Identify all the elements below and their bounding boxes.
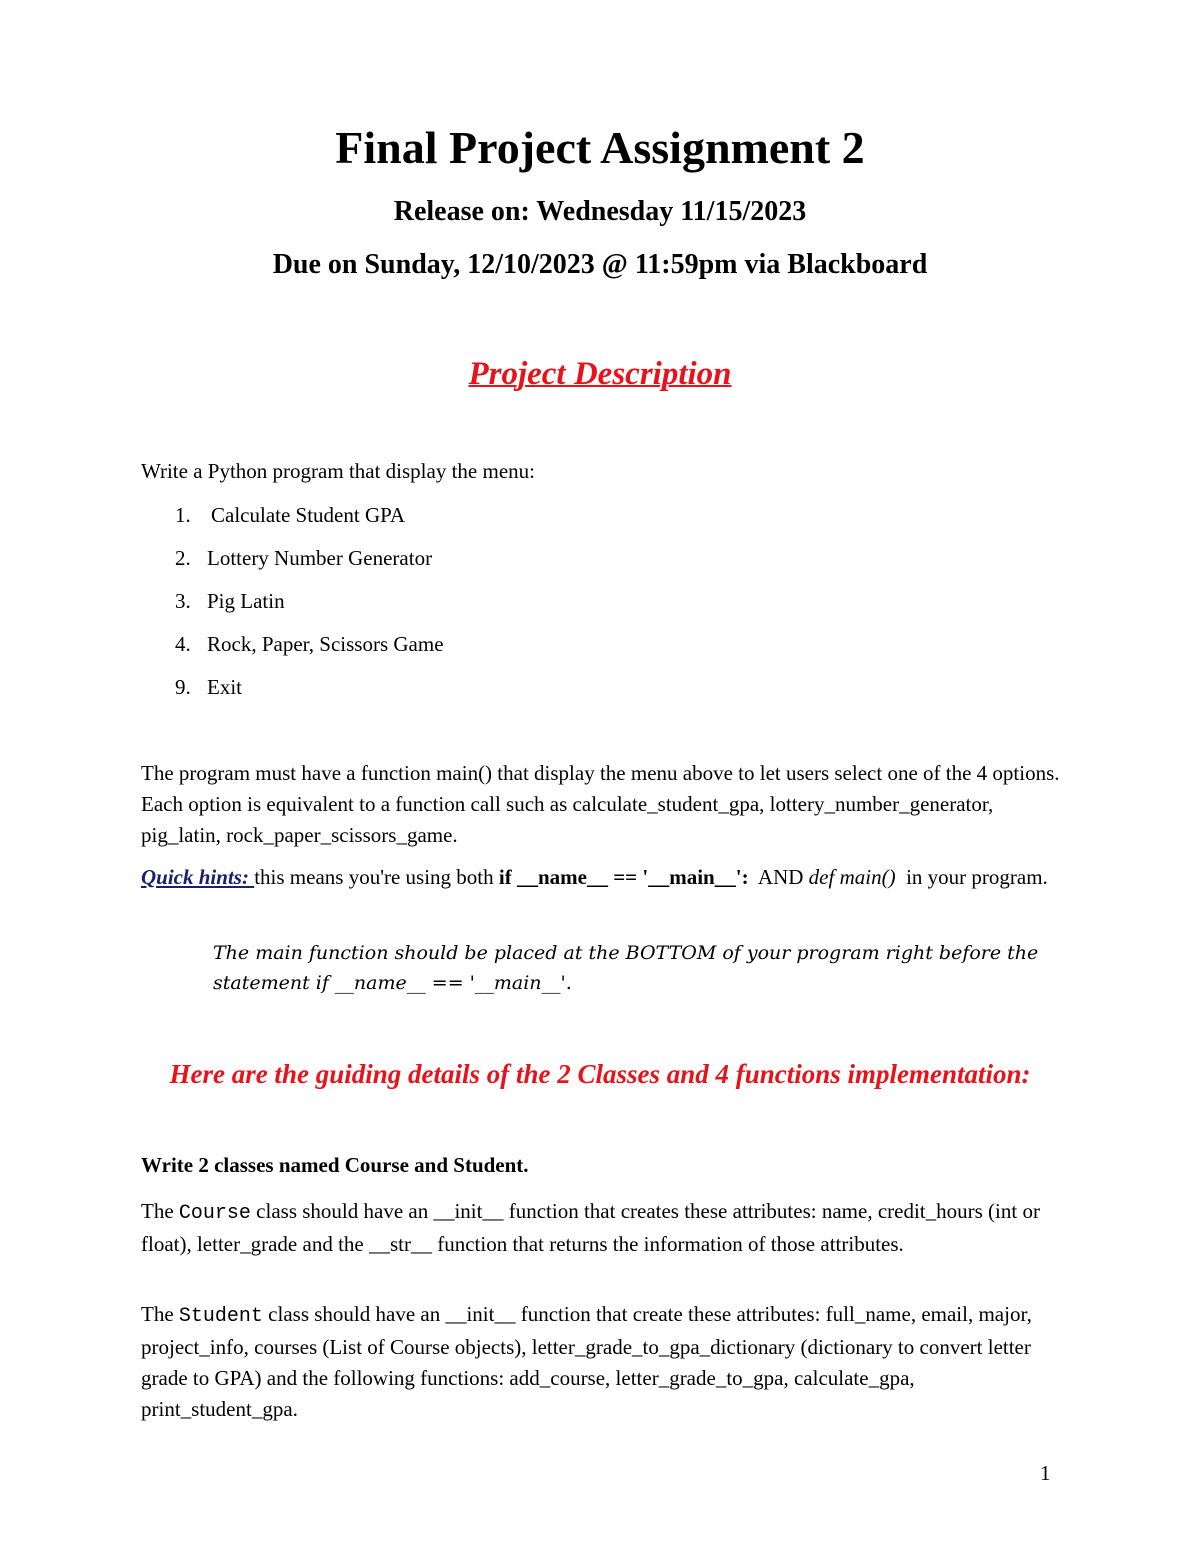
menu-item-label: Calculate Student GPA: [211, 503, 406, 527]
quick-hints-label: Quick hints:: [141, 865, 255, 889]
student-text-pre: The: [141, 1302, 179, 1326]
menu-list: [141, 500, 841, 715]
main-function-paragraph: The program must have a function main() that display the menu above to let users select one of the 4 options. Each option is equivalent to a function call such as calculate_student_gpa, lottery_number_generator, pig_latin, rock_paper_scissors_game.: [141, 761, 1060, 847]
quick-hints-paragraph: [141, 862, 1061, 893]
course-class-name: Course: [178, 1202, 251, 1225]
guiding-details-heading: Here are the guiding details of the 2 Classes and 4 functions implementation:: [169, 1059, 1031, 1089]
menu-item: [141, 500, 841, 543]
page-number: 1: [1040, 1461, 1051, 1485]
intro-text: Write a Python program that display the menu:: [141, 459, 535, 483]
hint-code-def-main: def main(): [808, 865, 896, 889]
hint-text: in your program.: [895, 865, 1048, 889]
menu-item-label: Exit: [207, 675, 242, 699]
release-date: Release on: Wednesday 11/15/2023: [393, 196, 807, 227]
hint-text: this means you're using both: [254, 865, 499, 889]
menu-item-number: 1.: [175, 503, 191, 527]
hint-text: AND: [748, 865, 809, 889]
hint-code-name-main: if __name__ == '__main__':: [498, 865, 749, 889]
menu-item-number: 2.: [175, 546, 191, 570]
classes-heading: Write 2 classes named Course and Student.: [141, 1153, 529, 1177]
due-date: Due on Sunday, 12/10/2023 @ 11:59pm via Blackboard: [272, 249, 928, 280]
menu-item-label: Lottery Number Generator: [207, 546, 433, 570]
menu-item: [141, 629, 841, 672]
student-text-post: class should have an __init__ function that create these attributes: full_name, email, major, project_info, courses (List of Course objects), letter_grade_to_gpa_dictionary (dictionary to convert letter grade to GPA) and the following functions: add_course, letter_grade_to_gpa, calculate_gpa, print_student_gpa.: [141, 1302, 1032, 1421]
main-function-note: The main function should be placed at the BOTTOM of your program right before the statement if __name__ == '__main__'.: [213, 942, 1039, 994]
menu-item-label: Pig Latin: [207, 589, 285, 613]
course-text-post: class should have an __init__ function that creates these attributes: name, credit_hours (int or float), letter_grade and the __str__ function that returns the information of those attributes.: [141, 1199, 1040, 1256]
menu-item-number: 3.: [175, 589, 191, 613]
menu-item-label: Rock, Paper, Scissors Game: [207, 632, 444, 656]
menu-item-number: 9.: [175, 675, 191, 699]
section-heading-project-description: Project Description: [468, 356, 732, 392]
menu-item: [141, 543, 841, 586]
course-class-paragraph: [141, 1196, 1061, 1260]
course-text-pre: The: [141, 1199, 179, 1223]
menu-item: [141, 672, 841, 715]
menu-item: [141, 586, 841, 629]
document-title: Final Project Assignment 2: [335, 122, 865, 173]
student-class-paragraph: [141, 1299, 1061, 1425]
student-class-name: Student: [178, 1305, 263, 1328]
menu-item-number: 4.: [175, 632, 191, 656]
